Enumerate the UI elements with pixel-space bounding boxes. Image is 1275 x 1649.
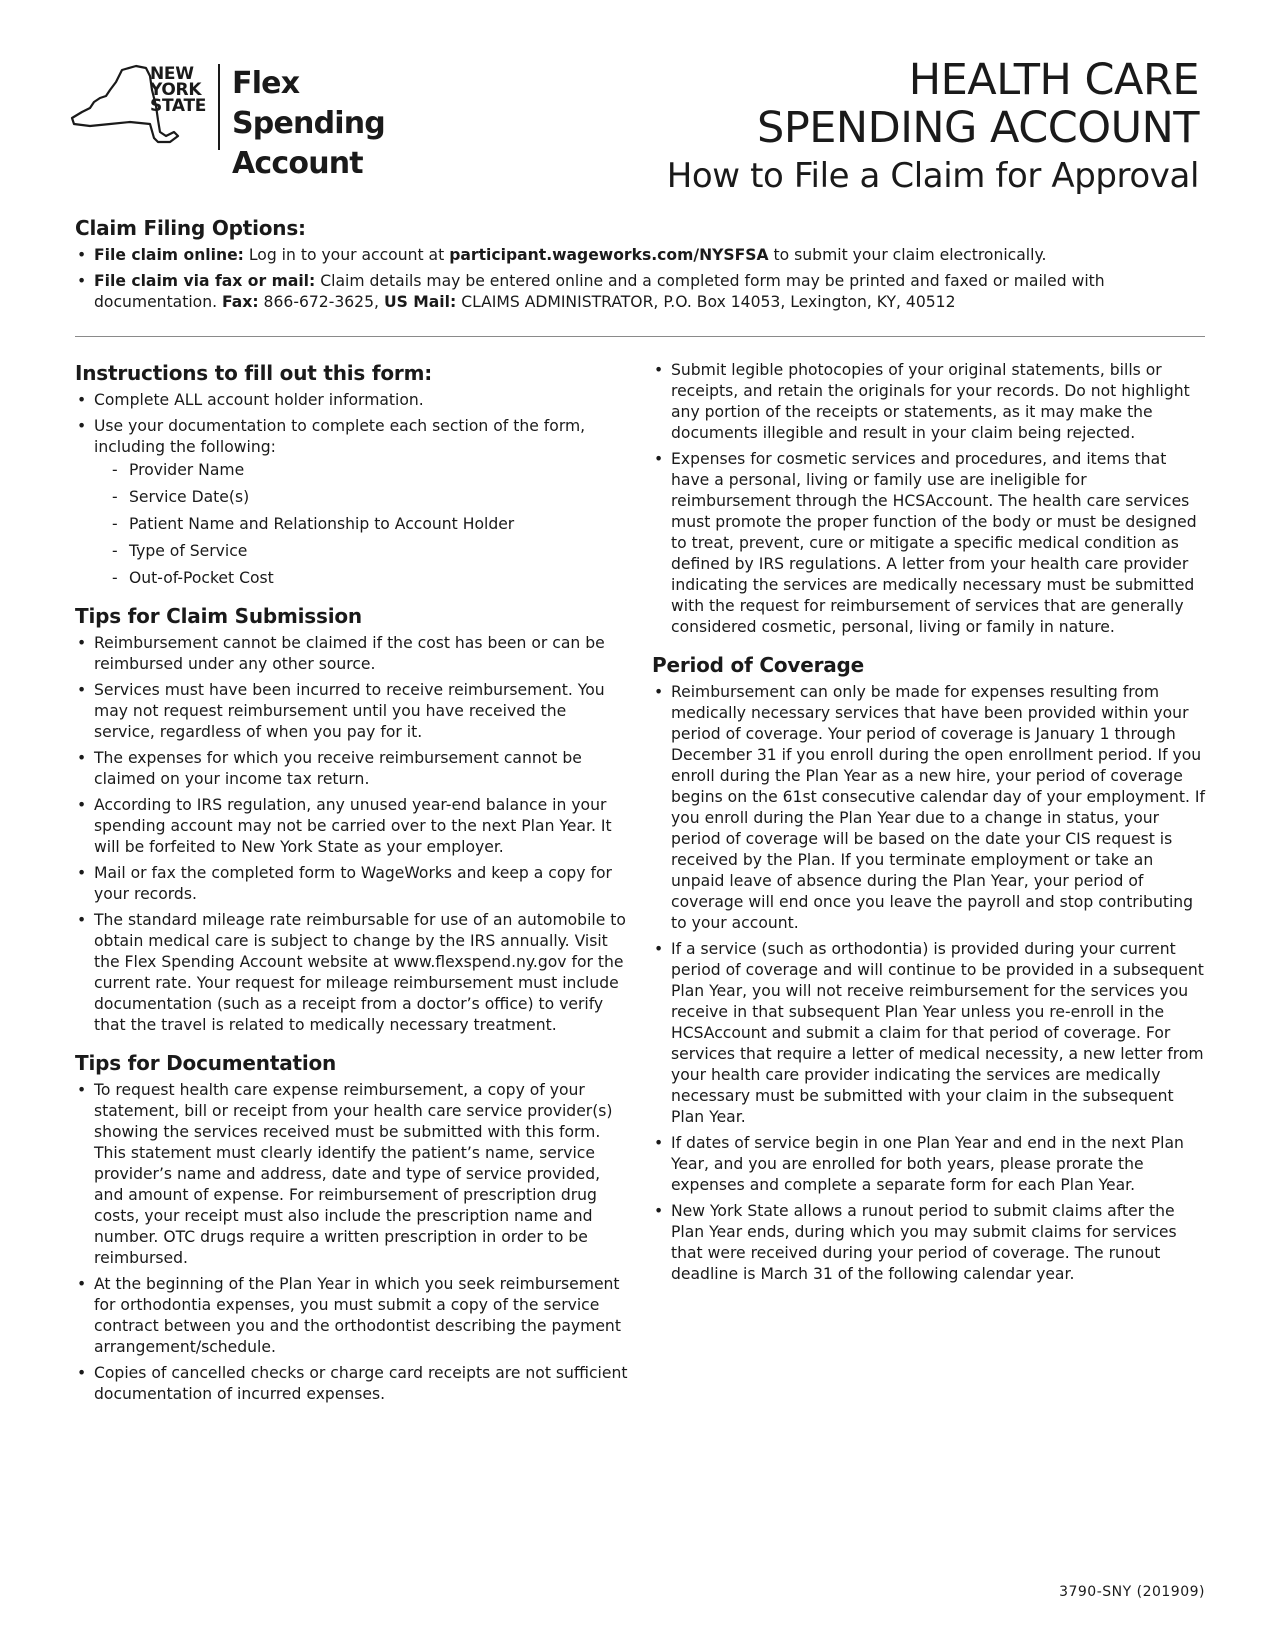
list-item: • Expenses for cosmetic services and procedures, and items that have a personal, living or family use are ineligible for reimbursement through the HCSAccount. The health care services must promote the proper function of the body or must be designed to treat, prevent, cure or mitigate a specific medical condition as defined by IRS regulations. A letter from your health care provider indicating the services are medically necessary must be submitted with the request for reimbursement of services that are generally considered cosmetic, personal, living or family in nature. xyxy=(652,449,1208,638)
list-item: • The standard mileage rate reimbursable for use of an automobile to obtain medical care is subject to change by the IRS annually. Visit the Flex Spending Account website at www.flexspend.ny.gov for the current rate. Your request for mileage reimbursement must include documentation (such as a receipt from a doctor’s office) to verify that the travel is related to medically necessary treatment. xyxy=(75,910,631,1036)
title-line-2: SPENDING ACCOUNT xyxy=(757,103,1199,153)
right-column xyxy=(652,360,1208,1299)
mail-address: CLAIMS ADMINISTRATOR, P.O. Box 14053, Lexington, KY, 40512 xyxy=(456,293,956,311)
new-york-state-wordmark: NEW YORK STATE xyxy=(150,64,207,116)
instructions-heading: Instructions to fill out this form: xyxy=(75,361,433,385)
claim-filing-options xyxy=(75,215,1205,318)
list-item: • Copies of cancelled checks or charge card receipts are not sufficient documentation of incurred expenses. xyxy=(75,1363,631,1405)
claim-filing-options-heading: Claim Filing Options: xyxy=(75,216,306,240)
left-column xyxy=(75,360,631,1419)
option-online-label: File claim online: xyxy=(94,246,244,264)
list-item: • According to IRS regulation, any unused year-end balance in your spending account may not be carried over to the next Plan Year. It will be forfeited to New York State as your employer. xyxy=(75,795,631,858)
period-coverage-heading: Period of Coverage xyxy=(652,653,865,677)
fax-label: Fax: xyxy=(222,293,259,311)
option-fax-mail: • File claim via fax or mail: Claim details may be entered online and a completed form may be printed and faxed or mailed with documentation. Fax: 866-672-3625, US Mail: CLAIMS ADMINISTRATOR, P.O. Box 14053, Lexington, KY, 40512 xyxy=(75,271,1205,313)
title-line-1: HEALTH CARE xyxy=(908,55,1199,105)
fax-number: 866-672-3625, xyxy=(258,293,384,311)
sub-list-item: - Service Date(s) xyxy=(94,487,631,508)
list-item: • Reimbursement can only be made for expenses resulting from medically necessary services that have been provided within your period of coverage. Your period of coverage is January 1 through December 31 if you enroll during the open enrollment period. If you enroll during the Plan Year as a new hire, your period of coverage begins on the 61st consecutive calendar day of your employment. If you enroll during the Plan Year due to a change in status, your period of coverage will be based on the date your CIS request is received by the Plan. If you terminate employment or take an unpaid leave of absence during the Plan Year, your period of coverage will end once you leave the payroll and stop contributing to your account. xyxy=(652,682,1208,934)
list-item: • If dates of service begin in one Plan Year and end in the next Plan Year, and you are enrolled for both years, please prorate the expenses and complete a separate form for each Plan Year. xyxy=(652,1133,1208,1196)
list-item: • Submit legible photocopies of your original statements, bills or receipts, and retain the originals for your records. Do not highlight any portion of the receipts or statements, as it may make the documents illegible and result in your claim being rejected. xyxy=(652,360,1208,444)
document-subtitle: How to File a Claim for Approval xyxy=(666,156,1199,196)
tips-documentation-heading: Tips for Documentation xyxy=(75,1051,337,1075)
list-item: • Use your documentation to complete each section of the form, including the following: - Provider Name - Service Date(s) - Patient Name and Relationship to Account Holder - Type of Service - Out-of-Pocket Cost xyxy=(75,416,631,589)
sub-list-item: - Provider Name xyxy=(94,460,631,481)
tips-submission-heading: Tips for Claim Submission xyxy=(75,604,362,628)
required-fields-list xyxy=(94,460,631,589)
list-item: • To request health care expense reimbursement, a copy of your statement, bill or receipt from your health care service provider(s) showing the services received must be submitted with this form. This statement must clearly identify the patient’s name, service provider’s name and address, date and type of service provided, and amount of expense. For reimbursement of prescription drug costs, your receipt must also include the prescription name and number. OTC drugs require a written prescription in order to be reimbursed. xyxy=(75,1080,631,1269)
list-item: • New York State allows a runout period to submit claims after the Plan Year ends, during which you may submit claims for services that were received during your period of coverage. The runout deadline is March 31 of the following calendar year. xyxy=(652,1201,1208,1285)
logo-divider xyxy=(218,64,220,150)
option-online: • File claim online: Log in to your account at participant.wageworks.com/NYSFSA to submit your claim electronically. xyxy=(75,245,1205,266)
documentation-requirements-section xyxy=(652,360,1208,638)
list-item: • At the beginning of the Plan Year in which you seek reimbursement for orthodontia expenses, you must submit a copy of the service contract between you and the orthodontist describing the payment arrangement/schedule. xyxy=(75,1274,631,1358)
form-code: 3790-SNY (201909) xyxy=(1059,1584,1205,1600)
tips-submission-section xyxy=(75,603,631,1036)
list-item: • If a service (such as orthodontia) is provided during your current period of coverage and will continue to be provided in a subsequent Plan Year, you will not receive reimbursement for the services you receive in that subsequent Plan Year unless you re-enroll in the HCSAccount and submit a claim for that period of coverage. For services that require a letter of medical necessity, a new letter from your health care provider indicating the services are medically necessary must be submitted with your claim in the subsequent Plan Year. xyxy=(652,939,1208,1128)
nys-flex-logo xyxy=(70,58,510,181)
sub-list-item: - Type of Service xyxy=(94,541,631,562)
sub-list-item: - Out-of-Pocket Cost xyxy=(94,568,631,589)
option-fax-mail-label: File claim via fax or mail: xyxy=(94,272,316,290)
flex-spending-account-title: Flex Spending Account xyxy=(232,66,385,181)
list-item: • Complete ALL account holder information. xyxy=(75,390,631,411)
wageworks-url-link[interactable]: participant.wageworks.com/NYSFSA xyxy=(449,246,769,264)
document-title-block xyxy=(667,56,1199,200)
list-item: • The expenses for which you receive reimbursement cannot be claimed on your income tax return. xyxy=(75,748,631,790)
mail-label: US Mail: xyxy=(383,293,457,311)
section-divider xyxy=(75,336,1205,337)
instructions-section xyxy=(75,360,631,589)
list-item: • Services must have been incurred to receive reimbursement. You may not request reimbursement until you have received the service, regardless of when you pay for it. xyxy=(75,680,631,743)
period-coverage-section xyxy=(652,652,1208,1285)
tips-documentation-section xyxy=(75,1050,631,1405)
sub-list-item: - Patient Name and Relationship to Account Holder xyxy=(94,514,631,535)
list-item: • Mail or fax the completed form to WageWorks and keep a copy for your records. xyxy=(75,863,631,905)
list-item: • Reimbursement cannot be claimed if the cost has been or can be reimbursed under any other source. xyxy=(75,633,631,675)
